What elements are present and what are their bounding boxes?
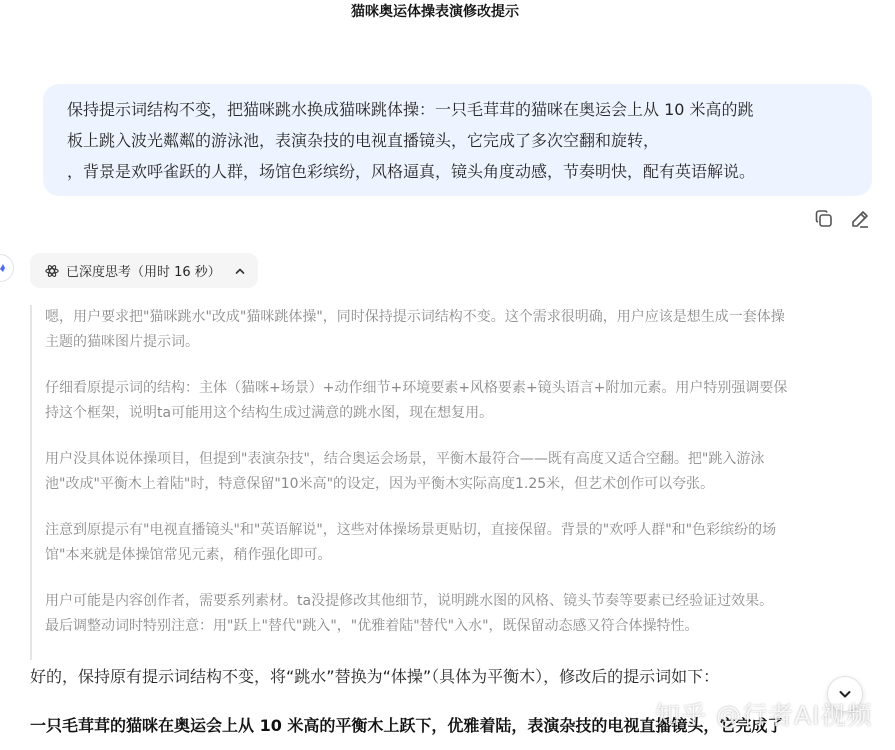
assistant-avatar — [0, 254, 14, 282]
thinking-line: 馆"本来就是体操馆常见元素，稍作强化即可。 — [45, 547, 332, 563]
user-message-line: ，背景是欢呼雀跃的人群，场馆色彩缤纷，风格逼真，镜头角度动感，节奏明快，配有英语解说。 — [67, 162, 756, 181]
thinking-line: 嗯，用户要求把"猫咪跳水"改成"猫咪跳体操"，同时保持提示词结构不变。这个需求很明确，用户应该是想生成一套体操 — [45, 309, 785, 325]
page-title: 猫咪奥运体操表演修改提示 — [351, 4, 519, 20]
deep-think-toggle[interactable] — [30, 253, 258, 288]
thinking-content — [30, 305, 895, 660]
thinking-paragraph — [45, 376, 895, 426]
answer-intro: 好的，保持原有提示词结构不变，将“跳水”替换为“体操”（具体为平衡木），修改后的提示词如下： — [30, 667, 720, 686]
thinking-paragraph — [45, 589, 895, 639]
watermark: 知乎 @行者AI视频 — [655, 701, 873, 730]
copy-icon[interactable] — [812, 207, 836, 231]
thinking-line: 用户没具体说体操项目，但提到"表演杂技"，结合奥运会场景，平衡木最符合——既有高度又适合空翻。把"跳入游泳 — [45, 451, 765, 467]
thinking-paragraph — [45, 305, 895, 355]
answer-prompt-line: 一只毛茸茸的猫咪在奥运会上从 10 米高的平衡木上跃下，优雅着陆，表演杂技的电视直播镜头，它完成了 — [30, 716, 784, 735]
thinking-line: 池"改成"平衡木上着陆"时，特意保留"10米高"的设定，因为平衡木实际高度1.25米，但艺术创作可以夸张。 — [45, 476, 715, 492]
thinking-line: 主题的猫咪图片提示词。 — [45, 334, 199, 350]
thinking-paragraph — [45, 447, 895, 497]
thinking-line: 注意到原提示有"电视直播镜头"和"英语解说"，这些对体操场景更贴切，直接保留。背景的"欢呼人群"和"色彩缤纷的场 — [45, 522, 777, 538]
thinking-line: 用户可能是内容创作者，需要系列素材。ta没提修改其他细节，说明跳水图的风格、镜头节奏等要素已经验证过效果。 — [45, 593, 774, 609]
thinking-paragraph — [45, 518, 895, 568]
thinking-line: 仔细看原提示词的结构：主体（猫咪+场景）+动作细节+环境要素+风格要素+镜头语言+附加元素。用户特别强调要保 — [45, 380, 788, 396]
user-message-line: 保持提示词结构不变，把猫咪跳水换成猫咪跳体操：一只毛茸茸的猫咪在奥运会上从 10 米高的跳 — [67, 100, 754, 119]
user-message-line: 板上跳入波光粼粼的游泳池，表演杂技的电视直播镜头，它完成了多次空翻和旋转， — [67, 131, 660, 150]
deep-think-label: 已深度思考（用时 16 秒） — [66, 265, 221, 280]
chevron-up-icon — [234, 265, 246, 277]
atom-icon — [45, 264, 59, 278]
user-message-bubble — [43, 84, 872, 196]
thinking-line: 最后调整动词时特别注意：用"跃上"替代"跳入"，"优雅着陆"替代"入水"，既保留动态感又符合体操特性。 — [45, 618, 699, 634]
thinking-line: 持这个框架，说明ta可能用这个结构生成过满意的跳水图，现在想复用。 — [45, 405, 494, 421]
edit-icon[interactable] — [848, 207, 872, 231]
